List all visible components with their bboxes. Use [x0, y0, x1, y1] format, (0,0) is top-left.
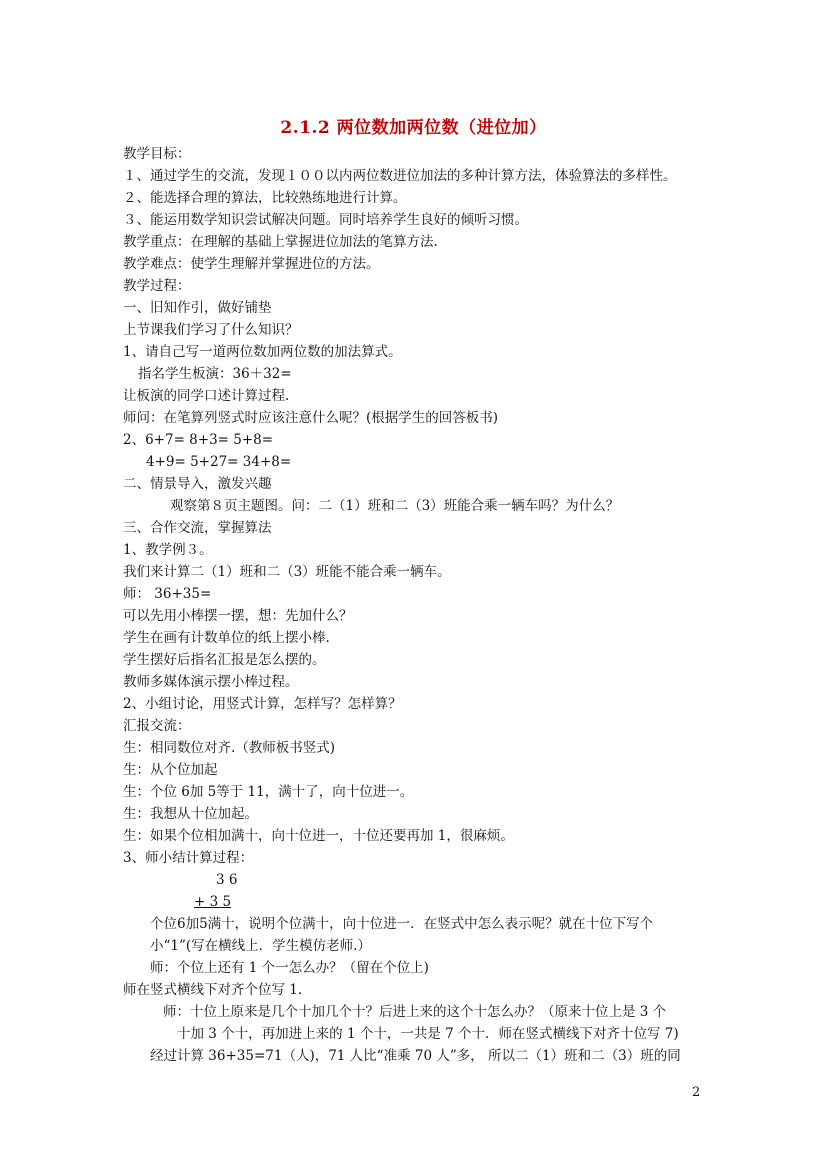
text-line: 教学目标：	[123, 146, 191, 162]
text-line: 学生摆好后指名汇报是怎么摆的。	[123, 652, 326, 668]
page-number: 2	[692, 1085, 701, 1100]
text-line: 3、师小结计算过程：	[123, 850, 254, 866]
text-line: 教师多媒体演示摆小棒过程。	[123, 674, 299, 690]
vertical-addition-top: 3 6	[216, 872, 238, 888]
page-title: 2.1.2 两位数加两位数（进位加）	[280, 118, 547, 138]
text-line: 1、请自己写一道两位数加两位数的加法算式。	[123, 344, 402, 360]
text-line: ２、能选择合理的算法，比较熟练地进行计算。	[123, 190, 407, 206]
text-line: 生：从个位加起	[123, 762, 218, 778]
text-line: 2、小组讨论，用竖式计算，怎样写？怎样算？	[123, 696, 402, 712]
text-line: 一、旧知作引，做好铺垫	[123, 300, 272, 316]
text-line: 师： 36+35=	[123, 586, 212, 602]
text-line: 生：相同数位对齐.（教师板书竖式)	[123, 740, 336, 756]
text-line: １、通过学生的交流，发现１００以内两位数进位加法的多种计算方法，体验算法的多样性。	[123, 168, 677, 184]
text-line: 师：个位上还有 1 个一怎么办？（留在个位上)	[150, 960, 429, 976]
text-line: ３、能运用数学知识尝试解决问题。同时培养学生良好的倾听习惯。	[123, 212, 528, 228]
vertical-addition-bottom: + 3 5	[194, 894, 232, 910]
text-line: 我们来计算二（1）班和二（3）班能不能合乘一辆车。	[123, 564, 451, 580]
text-line: 经过计算 36+35=71（人)，71 人比“准乘 70 人”多， 所以二（1）班和二（3）班的同	[150, 1048, 681, 1064]
text-line: 指名学生板演：36＋32=	[138, 366, 292, 382]
text-line: 师：十位上原来是几个十加几个十？后进上来的这个十怎么办？（原来十位上是 3 个	[163, 1004, 667, 1020]
text-line: 二、情景导入，激发兴趣	[123, 476, 272, 492]
text-line: 4+9= 5+27= 34+8=	[146, 454, 292, 470]
text-line: 学生在画有计数单位的纸上摆小棒.	[123, 630, 330, 646]
text-line: 教学难点：使学生理解并掌握进位的方法。	[123, 256, 380, 272]
text-line: 1、教学例３。	[123, 542, 213, 558]
text-line: 汇报交流：	[123, 718, 191, 734]
text-line: 教学重点：在理解的基础上掌握进位加法的笔算方法.	[123, 234, 438, 250]
text-line: 上节课我们学习了什么知识？	[123, 322, 299, 338]
text-line: 三、合作交流，掌握算法	[123, 520, 272, 536]
text-line: 十加 3 个十，再加进上来的 1 个十，一共是 7 个十．师在竖式横线下对齐十位写 7)	[177, 1026, 679, 1042]
text-line: 观察第８页主题图。问：二（1）班和二（3）班能合乘一辆车吗？为什么？	[170, 498, 620, 514]
text-line: 师在竖式横线下对齐个位写 1.	[123, 982, 303, 998]
text-line: 可以先用小棒摆一摆，想：先加什么？	[123, 608, 353, 624]
text-line: 教学过程：	[123, 278, 191, 294]
text-line: 师问：在笔算列竖式时应该注意什么呢？(根据学生的回答板书)	[123, 410, 499, 426]
text-line: 小“1”(写在横线上．学生模仿老师.）	[150, 938, 371, 954]
text-line: 生：我想从十位加起。	[123, 806, 258, 822]
text-line: 个位6加5满十，说明个位满十，向十位进一．在竖式中怎么表示呢？就在十位下写个	[150, 916, 654, 932]
text-line: 生：如果个位相加满十，向十位进一，十位还要再加 1，很麻烦。	[123, 828, 514, 844]
text-line: 2、6+7= 8+3= 5+8=	[123, 432, 274, 448]
text-line: 生：个位 6加 5等于 11，满十了，向十位进一。	[123, 784, 414, 800]
text-line: 让板演的同学口述计算过程.	[123, 388, 290, 404]
